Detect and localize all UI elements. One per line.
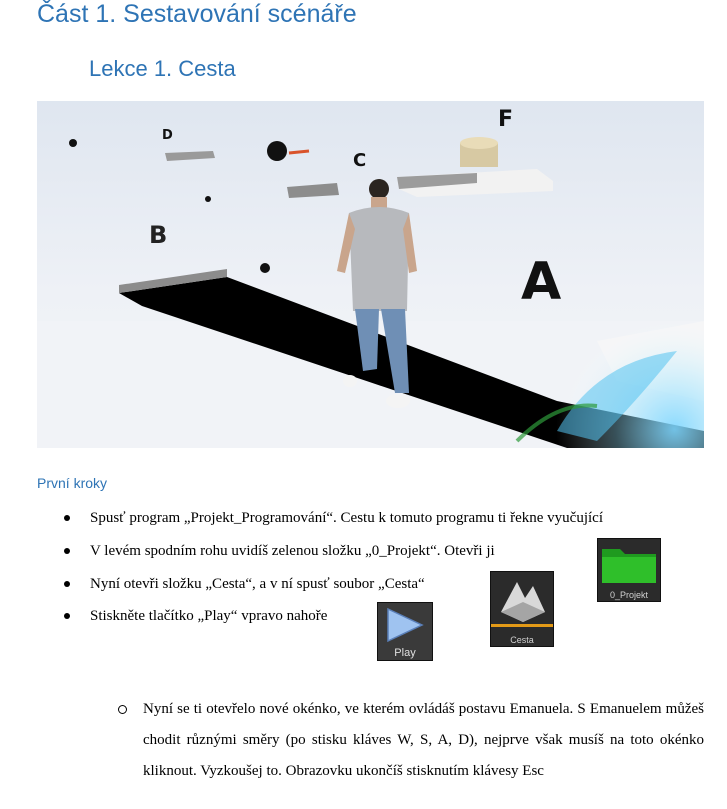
scene-letter-a: A (521, 252, 562, 312)
bullet-dot (64, 548, 70, 554)
sub-bullet-text: Nyní se ti otevřelo nové okénko, ve kterém ovládáš postavu Emanuela. S Emanuelem můžeš chodit různými směry (po stisku kláves W, S, A, D), nejprve však musíš na toto okénko kliknout. Vyzkoušej to. Obrazovku ukončíš stisknutím klávesy Esc (143, 701, 704, 779)
lesson-title: Lekce 1. Cesta (89, 56, 236, 81)
play-icon (378, 603, 432, 645)
bullet-text: Nyní otevři složku „Cesta“, a v ní spusť soubor „Cesta“ (90, 576, 425, 592)
play-label: Play (394, 647, 416, 659)
scene-letter-c: C (353, 150, 367, 171)
folder-icon (598, 539, 660, 589)
bullet-dot (64, 581, 70, 587)
bullet-text: V levém spodním rohu uvidíš zelenou složku „0_Projekt“. Otevři ji (90, 543, 495, 559)
scene-illustration (37, 101, 704, 448)
bullet-dot (64, 613, 70, 619)
scene-letter-f: F (498, 107, 514, 132)
bullet-text: Spusť program „Projekt_Programování“. Cestu k tomuto programu ti řekne vyučující (90, 510, 603, 526)
folder-label: 0_Projekt (609, 590, 649, 600)
folder-tile (597, 538, 661, 602)
level-icon (491, 572, 553, 628)
platform-c (287, 183, 339, 198)
bullet-text: Stiskněte tlačítko „Play“ vpravo nahoře (90, 608, 328, 624)
sub-bullet-marker (118, 705, 127, 714)
platform-d (165, 151, 215, 161)
bullet-dot (64, 515, 70, 521)
section-title: První kroky (37, 475, 108, 491)
scene-letter-b: B (149, 221, 168, 249)
game-screenshot (37, 101, 704, 448)
level-tile (490, 571, 554, 647)
scene-letter-d: D (162, 128, 173, 143)
level-label: Cesta (510, 635, 534, 645)
page-title: Část 1. Sestavování scénáře (37, 0, 357, 28)
play-button-tile (377, 602, 433, 661)
